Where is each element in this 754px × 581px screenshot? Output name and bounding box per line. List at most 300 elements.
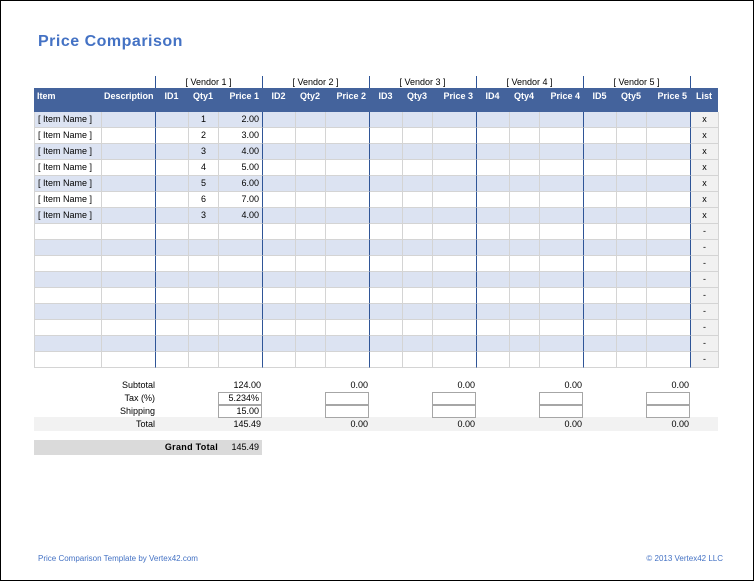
id2-cell[interactable] [263, 304, 296, 320]
qty4-cell[interactable] [510, 288, 540, 304]
qty3-cell[interactable] [403, 112, 433, 128]
qty5-cell[interactable] [617, 272, 647, 288]
id5-cell[interactable] [584, 304, 617, 320]
id5-cell[interactable] [584, 320, 617, 336]
description-cell[interactable] [102, 352, 156, 368]
price5-cell[interactable] [647, 192, 691, 208]
price3-cell[interactable] [433, 144, 477, 160]
shipping-input-vendor5[interactable] [646, 405, 690, 418]
qty3-cell[interactable] [403, 288, 433, 304]
id1-cell[interactable] [156, 176, 189, 192]
qty1-cell[interactable] [189, 256, 219, 272]
qty2-cell[interactable] [296, 160, 326, 176]
qty2-cell[interactable] [296, 272, 326, 288]
price2-cell[interactable] [326, 160, 370, 176]
id5-cell[interactable] [584, 272, 617, 288]
id3-cell[interactable] [370, 288, 403, 304]
item-name-cell[interactable]: [ Item Name ] [35, 208, 102, 224]
qty2-cell[interactable] [296, 112, 326, 128]
tax-input-vendor4[interactable] [539, 392, 583, 405]
price2-cell[interactable] [326, 208, 370, 224]
shipping-input-vendor3[interactable] [432, 405, 476, 418]
qty5-cell[interactable] [617, 288, 647, 304]
shipping-input-vendor2[interactable] [325, 405, 369, 418]
id1-cell[interactable] [156, 224, 189, 240]
qty1-cell[interactable]: 1 [189, 112, 219, 128]
price5-cell[interactable] [647, 240, 691, 256]
id5-cell[interactable] [584, 208, 617, 224]
price1-cell[interactable]: 2.00 [219, 112, 263, 128]
qty2-cell[interactable] [296, 304, 326, 320]
item-name-cell[interactable]: [ Item Name ] [35, 144, 102, 160]
id2-cell[interactable] [263, 336, 296, 352]
qty3-cell[interactable] [403, 304, 433, 320]
qty1-cell[interactable]: 4 [189, 160, 219, 176]
price3-cell[interactable] [433, 208, 477, 224]
id5-cell[interactable] [584, 192, 617, 208]
id1-cell[interactable] [156, 256, 189, 272]
price4-cell[interactable] [540, 224, 584, 240]
qty3-cell[interactable] [403, 192, 433, 208]
qty1-cell[interactable] [189, 352, 219, 368]
id3-cell[interactable] [370, 160, 403, 176]
list-cell[interactable]: - [691, 320, 719, 336]
id1-cell[interactable] [156, 352, 189, 368]
qty4-cell[interactable] [510, 208, 540, 224]
qty1-cell[interactable] [189, 224, 219, 240]
price2-cell[interactable] [326, 304, 370, 320]
qty1-cell[interactable]: 5 [189, 176, 219, 192]
price4-cell[interactable] [540, 112, 584, 128]
price3-cell[interactable] [433, 160, 477, 176]
price5-cell[interactable] [647, 352, 691, 368]
id2-cell[interactable] [263, 160, 296, 176]
qty2-cell[interactable] [296, 240, 326, 256]
id2-cell[interactable] [263, 144, 296, 160]
shipping-input-vendor4[interactable] [539, 405, 583, 418]
price3-cell[interactable] [433, 240, 477, 256]
id4-cell[interactable] [477, 240, 510, 256]
list-cell[interactable]: x [691, 176, 719, 192]
qty3-cell[interactable] [403, 160, 433, 176]
list-cell[interactable]: - [691, 304, 719, 320]
id3-cell[interactable] [370, 112, 403, 128]
qty5-cell[interactable] [617, 256, 647, 272]
qty3-cell[interactable] [403, 128, 433, 144]
price2-cell[interactable] [326, 352, 370, 368]
qty4-cell[interactable] [510, 304, 540, 320]
id3-cell[interactable] [370, 352, 403, 368]
id4-cell[interactable] [477, 192, 510, 208]
qty3-cell[interactable] [403, 352, 433, 368]
id3-cell[interactable] [370, 304, 403, 320]
id3-cell[interactable] [370, 320, 403, 336]
description-cell[interactable] [102, 208, 156, 224]
list-cell[interactable]: - [691, 288, 719, 304]
id2-cell[interactable] [263, 112, 296, 128]
price2-cell[interactable] [326, 320, 370, 336]
description-cell[interactable] [102, 224, 156, 240]
price1-cell[interactable] [219, 224, 263, 240]
qty2-cell[interactable] [296, 208, 326, 224]
qty1-cell[interactable]: 3 [189, 144, 219, 160]
id3-cell[interactable] [370, 240, 403, 256]
id4-cell[interactable] [477, 272, 510, 288]
price1-cell[interactable]: 6.00 [219, 176, 263, 192]
id2-cell[interactable] [263, 176, 296, 192]
list-cell[interactable]: x [691, 144, 719, 160]
qty1-cell[interactable] [189, 288, 219, 304]
qty4-cell[interactable] [510, 352, 540, 368]
id2-cell[interactable] [263, 192, 296, 208]
id4-cell[interactable] [477, 160, 510, 176]
table-row [34, 192, 718, 208]
price3-cell[interactable] [433, 192, 477, 208]
price2-cell[interactable] [326, 256, 370, 272]
qty4-cell[interactable] [510, 240, 540, 256]
price5-cell[interactable] [647, 304, 691, 320]
price2-cell[interactable] [326, 112, 370, 128]
id1-cell[interactable] [156, 192, 189, 208]
id4-cell[interactable] [477, 320, 510, 336]
price1-cell[interactable] [219, 352, 263, 368]
qty5-cell[interactable] [617, 192, 647, 208]
price4-cell[interactable] [540, 336, 584, 352]
qty3-cell[interactable] [403, 224, 433, 240]
qty4-cell[interactable] [510, 192, 540, 208]
id3-cell[interactable] [370, 176, 403, 192]
qty5-cell[interactable] [617, 336, 647, 352]
id1-cell[interactable] [156, 240, 189, 256]
id1-cell[interactable] [156, 112, 189, 128]
qty4-cell[interactable] [510, 272, 540, 288]
price4-cell[interactable] [540, 208, 584, 224]
qty2-cell[interactable] [296, 320, 326, 336]
price5-cell[interactable] [647, 320, 691, 336]
price3-cell[interactable] [433, 112, 477, 128]
item-name-cell[interactable]: [ Item Name ] [35, 176, 102, 192]
id2-cell[interactable] [263, 240, 296, 256]
qty4-cell[interactable] [510, 160, 540, 176]
price3-cell[interactable] [433, 304, 477, 320]
price3-cell[interactable] [433, 256, 477, 272]
id2-cell[interactable] [263, 256, 296, 272]
id5-cell[interactable] [584, 352, 617, 368]
price3-cell[interactable] [433, 176, 477, 192]
item-name-cell[interactable]: [ Item Name ] [35, 192, 102, 208]
list-cell[interactable]: - [691, 336, 719, 352]
list-cell[interactable]: - [691, 240, 719, 256]
qty1-cell[interactable]: 2 [189, 128, 219, 144]
price4-cell[interactable] [540, 272, 584, 288]
price3-cell[interactable] [433, 128, 477, 144]
qty3-cell[interactable] [403, 256, 433, 272]
id5-cell[interactable] [584, 176, 617, 192]
id1-cell[interactable] [156, 336, 189, 352]
price4-cell[interactable] [540, 304, 584, 320]
description-cell[interactable] [102, 256, 156, 272]
price2-cell[interactable] [326, 288, 370, 304]
description-cell[interactable] [102, 176, 156, 192]
id1-cell[interactable] [156, 128, 189, 144]
qty3-cell[interactable] [403, 336, 433, 352]
description-cell[interactable] [102, 192, 156, 208]
price5-cell[interactable] [647, 112, 691, 128]
id4-cell[interactable] [477, 176, 510, 192]
qty5-cell[interactable] [617, 176, 647, 192]
id2-cell[interactable] [263, 208, 296, 224]
description-cell[interactable] [102, 128, 156, 144]
tax-input-vendor3[interactable] [432, 392, 476, 405]
qty5-cell[interactable] [617, 208, 647, 224]
qty3-cell[interactable] [403, 320, 433, 336]
qty2-cell[interactable] [296, 336, 326, 352]
qty4-cell[interactable] [510, 224, 540, 240]
id2-cell[interactable] [263, 320, 296, 336]
qty1-cell[interactable] [189, 320, 219, 336]
qty1-cell[interactable] [189, 336, 219, 352]
price2-cell[interactable] [326, 192, 370, 208]
price5-cell[interactable] [647, 336, 691, 352]
qty5-cell[interactable] [617, 320, 647, 336]
qty2-cell[interactable] [296, 128, 326, 144]
id1-cell[interactable] [156, 160, 189, 176]
id5-cell[interactable] [584, 336, 617, 352]
price4-cell[interactable] [540, 160, 584, 176]
description-cell[interactable] [102, 288, 156, 304]
description-cell[interactable] [102, 112, 156, 128]
item-name-cell[interactable]: [ Item Name ] [35, 160, 102, 176]
id4-cell[interactable] [477, 128, 510, 144]
price3-cell[interactable] [433, 288, 477, 304]
price5-cell[interactable] [647, 144, 691, 160]
price1-cell[interactable] [219, 256, 263, 272]
id4-cell[interactable] [477, 256, 510, 272]
price3-cell[interactable] [433, 272, 477, 288]
price4-cell[interactable] [540, 192, 584, 208]
item-name-cell[interactable] [35, 352, 102, 368]
price5-cell[interactable] [647, 272, 691, 288]
price3-cell[interactable] [433, 320, 477, 336]
id5-cell[interactable] [584, 256, 617, 272]
price2-cell[interactable] [326, 144, 370, 160]
id3-cell[interactable] [370, 144, 403, 160]
item-name-cell[interactable] [35, 224, 102, 240]
item-name-cell[interactable] [35, 320, 102, 336]
id2-cell[interactable] [263, 272, 296, 288]
qty2-cell[interactable] [296, 144, 326, 160]
price2-cell[interactable] [326, 240, 370, 256]
price1-cell[interactable] [219, 336, 263, 352]
price5-cell[interactable] [647, 224, 691, 240]
qty4-cell[interactable] [510, 336, 540, 352]
qty5-cell[interactable] [617, 224, 647, 240]
qty3-cell[interactable] [403, 144, 433, 160]
id1-cell[interactable] [156, 304, 189, 320]
qty1-cell[interactable] [189, 240, 219, 256]
qty3-cell[interactable] [403, 272, 433, 288]
price5-cell[interactable] [647, 208, 691, 224]
id2-cell[interactable] [263, 224, 296, 240]
qty4-cell[interactable] [510, 320, 540, 336]
qty2-cell[interactable] [296, 256, 326, 272]
id1-cell[interactable] [156, 208, 189, 224]
id3-cell[interactable] [370, 256, 403, 272]
id4-cell[interactable] [477, 112, 510, 128]
price2-cell[interactable] [326, 224, 370, 240]
qty4-cell[interactable] [510, 128, 540, 144]
price4-cell[interactable] [540, 320, 584, 336]
list-cell[interactable]: x [691, 128, 719, 144]
list-cell[interactable]: - [691, 256, 719, 272]
list-cell[interactable]: x [691, 160, 719, 176]
price1-cell[interactable] [219, 320, 263, 336]
qty4-cell[interactable] [510, 112, 540, 128]
list-cell[interactable]: x [691, 192, 719, 208]
id3-cell[interactable] [370, 192, 403, 208]
price1-cell[interactable]: 4.00 [219, 144, 263, 160]
qty4-cell[interactable] [510, 144, 540, 160]
qty5-cell[interactable] [617, 112, 647, 128]
id3-cell[interactable] [370, 272, 403, 288]
id1-cell[interactable] [156, 272, 189, 288]
description-cell[interactable] [102, 320, 156, 336]
id5-cell[interactable] [584, 240, 617, 256]
shipping-input-vendor1[interactable]: 15.00 [218, 405, 262, 418]
id2-cell[interactable] [263, 288, 296, 304]
id3-cell[interactable] [370, 128, 403, 144]
qty5-cell[interactable] [617, 352, 647, 368]
qty5-cell[interactable] [617, 160, 647, 176]
item-name-cell[interactable] [35, 256, 102, 272]
price1-cell[interactable]: 7.00 [219, 192, 263, 208]
id5-cell[interactable] [584, 128, 617, 144]
id2-cell[interactable] [263, 128, 296, 144]
id3-cell[interactable] [370, 208, 403, 224]
tax-input-vendor5[interactable] [646, 392, 690, 405]
price5-cell[interactable] [647, 176, 691, 192]
price1-cell[interactable] [219, 240, 263, 256]
id4-cell[interactable] [477, 352, 510, 368]
id5-cell[interactable] [584, 224, 617, 240]
description-cell[interactable] [102, 160, 156, 176]
price1-cell[interactable] [219, 272, 263, 288]
id2-cell[interactable] [263, 352, 296, 368]
list-cell[interactable]: - [691, 352, 719, 368]
qty3-cell[interactable] [403, 176, 433, 192]
id1-cell[interactable] [156, 144, 189, 160]
qty4-cell[interactable] [510, 256, 540, 272]
qty5-cell[interactable] [617, 144, 647, 160]
description-cell[interactable] [102, 240, 156, 256]
item-name-cell[interactable]: [ Item Name ] [35, 112, 102, 128]
item-name-cell[interactable] [35, 240, 102, 256]
id4-cell[interactable] [477, 224, 510, 240]
qty1-cell[interactable]: 3 [189, 208, 219, 224]
item-name-cell[interactable] [35, 272, 102, 288]
id5-cell[interactable] [584, 112, 617, 128]
price3-cell[interactable] [433, 224, 477, 240]
qty2-cell[interactable] [296, 224, 326, 240]
id1-cell[interactable] [156, 288, 189, 304]
id4-cell[interactable] [477, 208, 510, 224]
qty2-cell[interactable] [296, 192, 326, 208]
id4-cell[interactable] [477, 288, 510, 304]
qty1-cell[interactable] [189, 304, 219, 320]
item-name-cell[interactable]: [ Item Name ] [35, 128, 102, 144]
list-cell[interactable]: x [691, 112, 719, 128]
id3-cell[interactable] [370, 224, 403, 240]
qty1-cell[interactable]: 6 [189, 192, 219, 208]
description-cell[interactable] [102, 304, 156, 320]
id3-cell[interactable] [370, 336, 403, 352]
item-name-cell[interactable] [35, 304, 102, 320]
qty5-cell[interactable] [617, 240, 647, 256]
price2-cell[interactable] [326, 336, 370, 352]
price5-cell[interactable] [647, 288, 691, 304]
id5-cell[interactable] [584, 160, 617, 176]
qty2-cell[interactable] [296, 352, 326, 368]
id1-cell[interactable] [156, 320, 189, 336]
price4-cell[interactable] [540, 144, 584, 160]
price1-cell[interactable]: 4.00 [219, 208, 263, 224]
price1-cell[interactable]: 5.00 [219, 160, 263, 176]
qty4-cell[interactable] [510, 176, 540, 192]
id5-cell[interactable] [584, 144, 617, 160]
price4-cell[interactable] [540, 256, 584, 272]
tax-input-vendor2[interactable] [325, 392, 369, 405]
price1-cell[interactable]: 3.00 [219, 128, 263, 144]
price4-cell[interactable] [540, 352, 584, 368]
price5-cell[interactable] [647, 128, 691, 144]
price5-cell[interactable] [647, 256, 691, 272]
id4-cell[interactable] [477, 336, 510, 352]
price4-cell[interactable] [540, 240, 584, 256]
description-cell[interactable] [102, 272, 156, 288]
qty2-cell[interactable] [296, 288, 326, 304]
description-cell[interactable] [102, 336, 156, 352]
price4-cell[interactable] [540, 176, 584, 192]
price2-cell[interactable] [326, 128, 370, 144]
footer-credit-link[interactable]: Price Comparison Template by Vertex42.com [38, 554, 198, 563]
price3-cell[interactable] [433, 336, 477, 352]
price4-cell[interactable] [540, 128, 584, 144]
qty3-cell[interactable] [403, 208, 433, 224]
price2-cell[interactable] [326, 272, 370, 288]
qty1-cell[interactable] [189, 272, 219, 288]
price5-cell[interactable] [647, 160, 691, 176]
list-cell[interactable]: - [691, 272, 719, 288]
price1-cell[interactable] [219, 288, 263, 304]
tax-input-vendor1[interactable]: 5.234% [218, 392, 262, 405]
id4-cell[interactable] [477, 304, 510, 320]
price1-cell[interactable] [219, 304, 263, 320]
description-cell[interactable] [102, 144, 156, 160]
price4-cell[interactable] [540, 288, 584, 304]
qty3-cell[interactable] [403, 240, 433, 256]
price3-cell[interactable] [433, 352, 477, 368]
qty5-cell[interactable] [617, 128, 647, 144]
qty2-cell[interactable] [296, 176, 326, 192]
list-cell[interactable]: - [691, 224, 719, 240]
list-cell[interactable]: x [691, 208, 719, 224]
id4-cell[interactable] [477, 144, 510, 160]
price2-cell[interactable] [326, 176, 370, 192]
id5-cell[interactable] [584, 288, 617, 304]
qty5-cell[interactable] [617, 304, 647, 320]
item-name-cell[interactable] [35, 336, 102, 352]
item-name-cell[interactable] [35, 288, 102, 304]
